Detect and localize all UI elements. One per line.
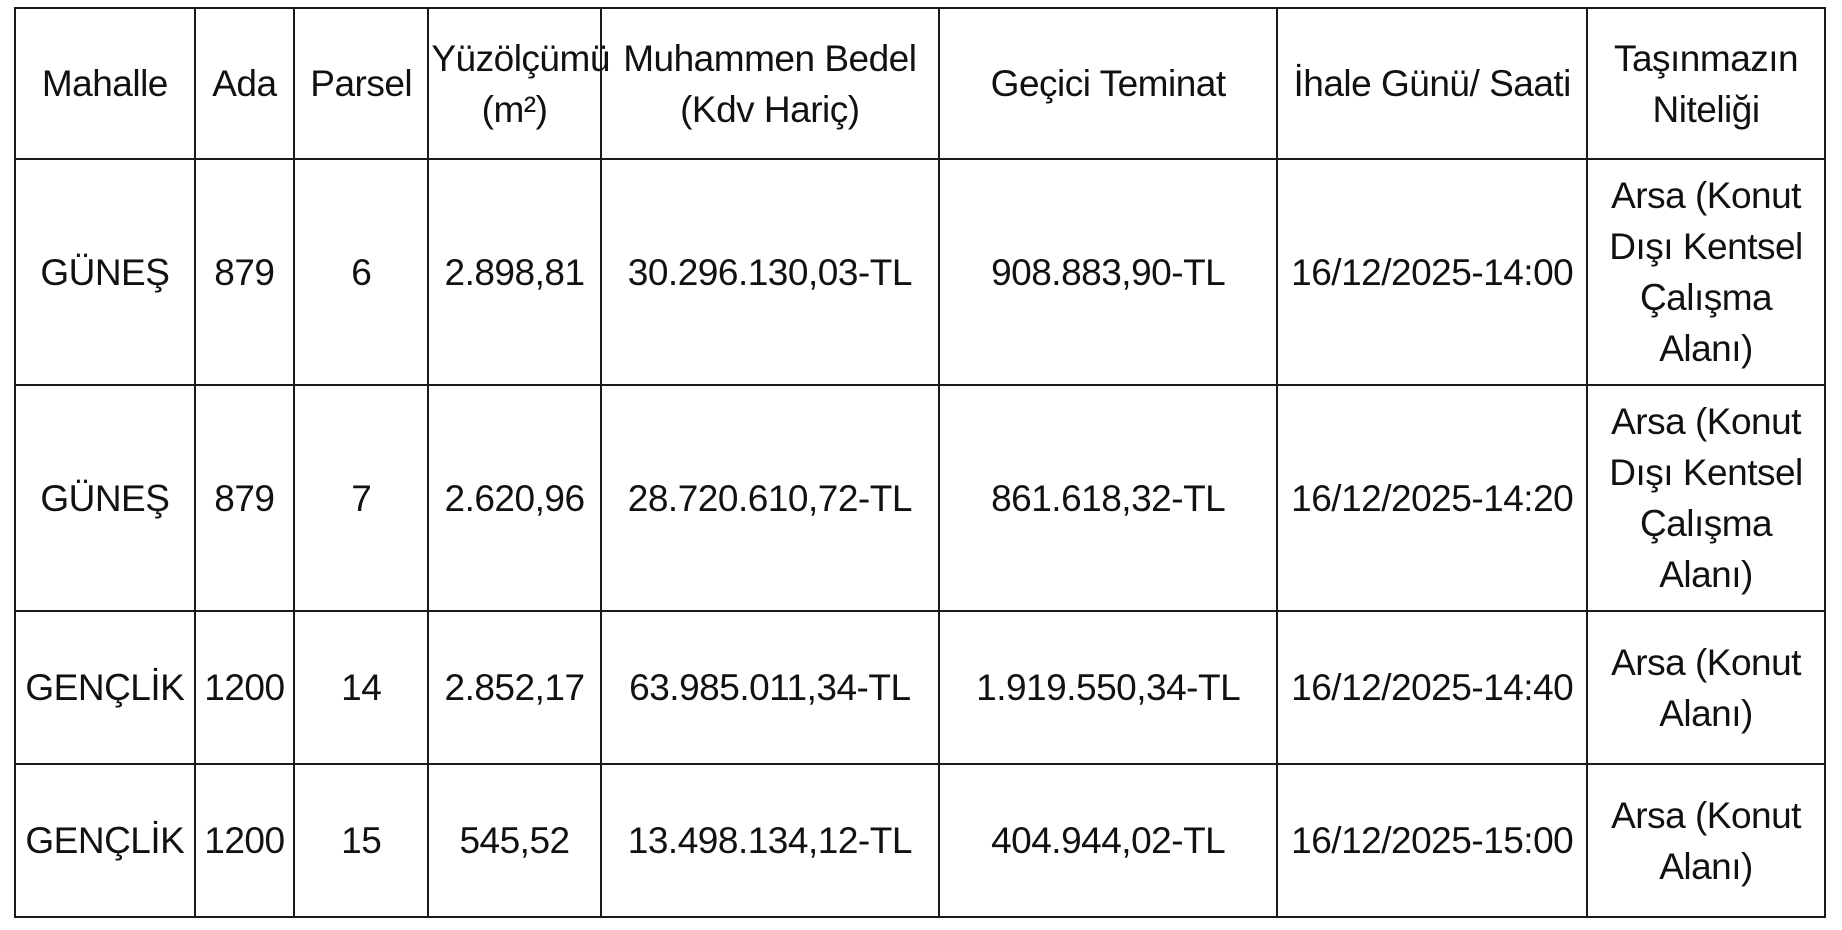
table-row: [15, 764, 1825, 917]
table-row: [15, 385, 1825, 611]
cell-muhammen-bedel: 13.498.134,12-TL: [601, 764, 939, 917]
cell-yuzolcumu: 2.620,96: [428, 385, 600, 611]
cell-parsel: 15: [294, 764, 428, 917]
header-muhammen-bedel: Muhammen Bedel (Kdv Hariç): [601, 8, 939, 159]
cell-mahalle: GÜNEŞ: [15, 385, 195, 611]
cell-ada: 1200: [195, 611, 294, 764]
cell-gecici-teminat: 1.919.550,34-TL: [939, 611, 1277, 764]
cell-yuzolcumu: 2.898,81: [428, 159, 600, 385]
table-header-row: [15, 8, 1825, 159]
cell-ada: 1200: [195, 764, 294, 917]
auction-table: [14, 7, 1826, 918]
cell-muhammen-bedel: 28.720.610,72-TL: [601, 385, 939, 611]
cell-muhammen-bedel: 30.296.130,03-TL: [601, 159, 939, 385]
cell-yuzolcumu: 545,52: [428, 764, 600, 917]
cell-mahalle: GENÇLİK: [15, 611, 195, 764]
cell-ihale: 16/12/2025-14:20: [1277, 385, 1587, 611]
cell-mahalle: GENÇLİK: [15, 764, 195, 917]
cell-nitelik: Arsa (Konut Dışı Kentsel Çalışma Alanı): [1587, 159, 1825, 385]
cell-nitelik: Arsa (Konut Alanı): [1587, 611, 1825, 764]
cell-parsel: 14: [294, 611, 428, 764]
cell-mahalle: GÜNEŞ: [15, 159, 195, 385]
cell-ihale: 16/12/2025-14:40: [1277, 611, 1587, 764]
cell-gecici-teminat: 404.944,02-TL: [939, 764, 1277, 917]
cell-ihale: 16/12/2025-14:00: [1277, 159, 1587, 385]
cell-parsel: 6: [294, 159, 428, 385]
header-mahalle: Mahalle: [15, 8, 195, 159]
header-yuzolcumu: Yüzölçümü (m²): [428, 8, 600, 159]
header-gecici-teminat: Geçici Teminat: [939, 8, 1277, 159]
cell-ada: 879: [195, 385, 294, 611]
cell-muhammen-bedel: 63.985.011,34-TL: [601, 611, 939, 764]
header-tasinmazin-niteligi: Taşınmazın Niteliği: [1587, 8, 1825, 159]
table-row: [15, 159, 1825, 385]
header-ihale-gunu-saati: İhale Günü/ Saati: [1277, 8, 1587, 159]
cell-nitelik: Arsa (Konut Alanı): [1587, 764, 1825, 917]
cell-ada: 879: [195, 159, 294, 385]
cell-parsel: 7: [294, 385, 428, 611]
table-row: [15, 611, 1825, 764]
cell-gecici-teminat: 908.883,90-TL: [939, 159, 1277, 385]
header-ada: Ada: [195, 8, 294, 159]
cell-nitelik: Arsa (Konut Dışı Kentsel Çalışma Alanı): [1587, 385, 1825, 611]
cell-ihale: 16/12/2025-15:00: [1277, 764, 1587, 917]
cell-gecici-teminat: 861.618,32-TL: [939, 385, 1277, 611]
cell-yuzolcumu: 2.852,17: [428, 611, 600, 764]
header-parsel: Parsel: [294, 8, 428, 159]
